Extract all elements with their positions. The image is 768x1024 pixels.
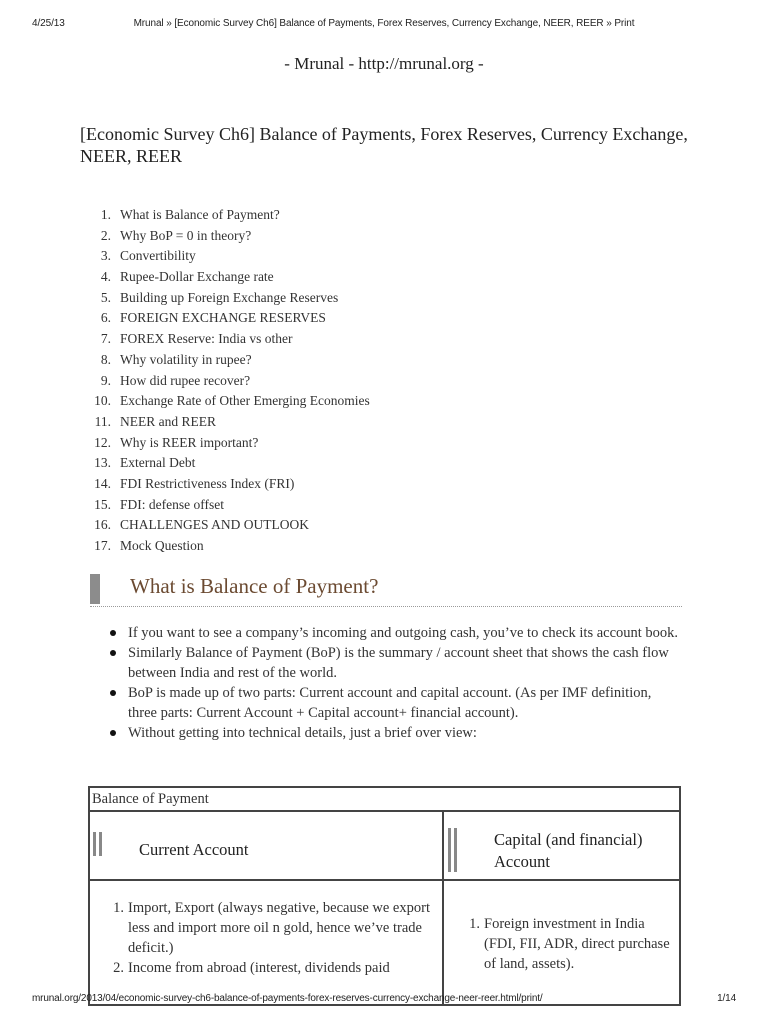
toc-item[interactable]: 17. Mock Question bbox=[94, 538, 204, 553]
section-heading-text: What is Balance of Payment? bbox=[130, 574, 379, 598]
section-heading bbox=[90, 572, 682, 607]
bullet-item: BoP is made up of two parts: Current account and capital account. (As per IMF definition, three parts: Current Account + Capital account+ financial account). bbox=[108, 683, 680, 723]
capital-account-header-cell bbox=[444, 812, 679, 879]
bop-body-row bbox=[90, 881, 679, 1006]
toc-item[interactable]: 10. Exchange Rate of Other Emerging Economies bbox=[94, 393, 370, 409]
current-account-list bbox=[104, 898, 444, 978]
current-account-cell bbox=[90, 881, 444, 1006]
heading-bar-icon bbox=[90, 574, 100, 604]
bop-table bbox=[88, 786, 681, 1006]
toc-item[interactable]: 15. FDI: defense offset bbox=[94, 496, 224, 512]
current-account-header: Current Account bbox=[139, 840, 249, 859]
capital-account-list bbox=[460, 914, 680, 974]
bullet-item: Without getting into technical details, just a brief over view: bbox=[108, 723, 680, 743]
toc-item[interactable]: 11. NEER and REER bbox=[94, 413, 216, 429]
toc-item[interactable]: 7. FOREX Reserve: India vs other bbox=[100, 331, 293, 347]
current-account-header-cell bbox=[90, 812, 444, 879]
toc-item[interactable]: 2. Why BoP = 0 in theory? bbox=[100, 227, 252, 243]
toc-item[interactable]: 8. Why volatility in rupee? bbox=[100, 351, 252, 367]
toc-item[interactable]: 13. External Debt bbox=[94, 455, 196, 471]
toc-item[interactable]: 9. How did rupee recover? bbox=[100, 372, 251, 388]
table-of-contents bbox=[90, 205, 370, 557]
toc-item[interactable]: 4. Rupee-Dollar Exchange rate bbox=[100, 269, 274, 285]
print-page-title: Mrunal » [Economic Survey Ch6] Balance of Payments, Forex Reserves, Currency Exchange, NEER, REER » Print bbox=[133, 18, 635, 29]
bullet-item: If you want to see a company’s incoming and outgoing cash, you’ve to check its account book. bbox=[108, 623, 680, 643]
page-number: 1/14 bbox=[717, 993, 736, 1004]
list-item: 1. Import, Export (always negative, because we export less and import more oil n gold, hence we’ve trade deficit.) bbox=[113, 900, 430, 956]
toc-item[interactable]: 3. Convertibility bbox=[100, 248, 196, 264]
bullet-list bbox=[108, 623, 680, 743]
double-bar-icon bbox=[448, 828, 458, 872]
print-url[interactable]: mrunal.org/2013/04/economic-survey-ch6-balance-of-payments-forex-reserves-currency-exchange-neer-reer.html/print/ bbox=[32, 993, 543, 1004]
bop-header-row bbox=[90, 812, 679, 881]
toc-item[interactable]: 14. FDI Restrictiveness Index (FRI) bbox=[94, 475, 295, 491]
print-date: 4/25/13 bbox=[32, 18, 65, 29]
double-bar-icon bbox=[93, 832, 103, 856]
bullet-item: Similarly Balance of Payment (BoP) is the summary / account sheet that shows the cash flow between India and rest of the world. bbox=[108, 643, 680, 683]
toc-item[interactable]: 12. Why is REER important? bbox=[94, 434, 259, 450]
toc-item[interactable]: 1. What is Balance of Payment? bbox=[100, 207, 280, 222]
bop-table-caption: Balance of Payment bbox=[90, 788, 679, 812]
list-item: 1. Foreign investment in India (FDI, FII, ADR, direct purchase of land, assets). bbox=[469, 916, 670, 972]
list-item: 2. Income from abroad (interest, dividends paid bbox=[113, 960, 390, 976]
site-title: - Mrunal - http://mrunal.org - bbox=[284, 54, 484, 73]
toc-item[interactable]: 5. Building up Foreign Exchange Reserves bbox=[100, 289, 339, 305]
post-title: [Economic Survey Ch6] Balance of Payments, Forex Reserves, Currency Exchange, NEER, REER bbox=[80, 124, 688, 166]
toc-item[interactable]: 16. CHALLENGES AND OUTLOOK bbox=[94, 517, 309, 533]
toc-item[interactable]: 6. FOREIGN EXCHANGE RESERVES bbox=[100, 310, 326, 326]
capital-account-cell bbox=[444, 881, 679, 1006]
capital-account-header: Capital (and financial) Account bbox=[494, 830, 643, 871]
